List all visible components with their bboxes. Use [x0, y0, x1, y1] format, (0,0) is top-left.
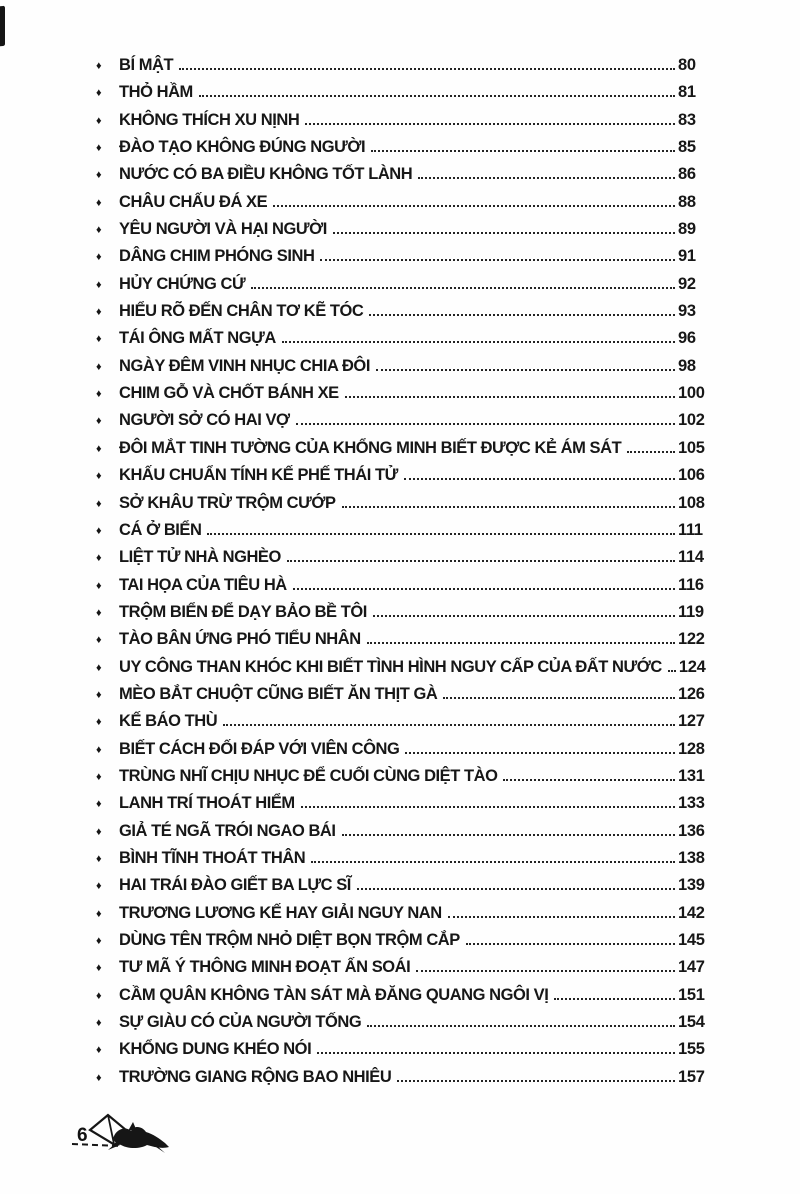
dot-leader — [448, 916, 675, 918]
toc-entry-title: SỰ GIÀU CÓ CỦA NGƯỜI TỐNG — [119, 1013, 362, 1032]
toc-entry-page: 124 — [678, 657, 706, 676]
toc-entry-page: 106 — [678, 466, 705, 485]
toc-entry-page: 136 — [678, 821, 705, 840]
diamond-bullet-icon: ♦ — [96, 579, 102, 592]
dot-leader — [376, 369, 675, 371]
toc-entry-title: CẦM QUÂN KHÔNG TÀN SÁT MÀ ĐĂNG QUANG NGÔI VỊ — [119, 985, 549, 1004]
toc-entry-title: BÌNH TĨNH THOÁT THÂN — [119, 848, 306, 867]
toc-entry — [96, 353, 716, 380]
diamond-bullet-icon: ♦ — [96, 716, 102, 729]
dot-leader — [342, 506, 675, 508]
toc-entry — [96, 790, 716, 817]
toc-entry-title: UY CÔNG THAN KHÓC KHI BIẾT TÌNH HÌNH NGUY CẤP CỦA ĐẤT NƯỚC — [119, 657, 662, 676]
toc-entry — [96, 599, 716, 626]
diamond-bullet-icon: ♦ — [96, 1017, 102, 1030]
toc-entry — [96, 79, 716, 106]
toc-entry-title: LIỆT TỬ NHÀ NGHÈO — [119, 548, 281, 567]
toc-entry — [96, 435, 716, 462]
toc-entry-page: 155 — [678, 1040, 705, 1059]
toc-entry — [96, 380, 716, 407]
toc-entry-page: 131 — [678, 766, 705, 785]
toc-entry-title: NGÀY ĐÊM VINH NHỤC CHIA ĐÔI — [119, 356, 370, 375]
dot-leader — [342, 834, 675, 836]
toc-entry-title: NƯỚC CÓ BA ĐIỀU KHÔNG TỐT LÀNH — [119, 165, 413, 184]
toc-entry — [96, 900, 716, 927]
toc-entry — [96, 954, 716, 981]
diamond-bullet-icon: ♦ — [96, 907, 102, 920]
diamond-bullet-icon: ♦ — [96, 169, 102, 182]
diamond-bullet-icon: ♦ — [96, 142, 102, 155]
toc-entry-page: 102 — [678, 411, 705, 430]
diamond-bullet-icon: ♦ — [96, 224, 102, 237]
toc-entry-page: 138 — [678, 848, 705, 867]
toc-entry-title: THỎ HẦM — [119, 83, 193, 102]
dot-leader — [418, 177, 675, 179]
diamond-bullet-icon: ♦ — [96, 743, 102, 756]
toc-entry-title: CÁ Ở BIỂN — [119, 520, 202, 539]
toc-entry — [96, 708, 716, 735]
dot-leader — [207, 533, 675, 535]
toc-entry-title: DÂNG CHIM PHÓNG SINH — [119, 247, 315, 266]
dot-leader — [397, 1080, 675, 1082]
toc-entry-page: 91 — [678, 247, 696, 266]
toc-entry-title: DÙNG TÊN TRỘM NHỎ DIỆT BỌN TRỘM CẮP — [119, 931, 460, 949]
toc-entry-title: KHỔNG DUNG KHÉO NÓI — [119, 1040, 312, 1059]
dot-leader — [357, 888, 675, 890]
diamond-bullet-icon: ♦ — [96, 497, 102, 510]
diamond-bullet-icon: ♦ — [96, 278, 102, 291]
toc-entry — [96, 982, 716, 1009]
toc-entry-page: 83 — [678, 110, 696, 129]
toc-entry — [96, 189, 716, 216]
diamond-bullet-icon: ♦ — [96, 87, 102, 100]
toc-entry-title: TRƯỜNG GIANG RỘNG BAO NHIÊU — [119, 1067, 392, 1086]
diamond-bullet-icon: ♦ — [96, 634, 102, 647]
dot-leader — [317, 1052, 675, 1054]
toc-entry-page: 116 — [678, 575, 704, 594]
diamond-bullet-icon: ♦ — [96, 360, 102, 373]
toc-entry-title: YÊU NGƯỜI VÀ HẠI NGƯỜI — [119, 220, 327, 239]
toc-entry-page: 133 — [678, 794, 705, 813]
toc-entry — [96, 1036, 716, 1063]
toc-entry-title: KẾ BÁO THÙ — [119, 712, 218, 731]
diamond-bullet-icon: ♦ — [96, 196, 102, 209]
dot-leader — [627, 451, 675, 453]
toc-entry — [96, 654, 716, 681]
toc-entry-title: LANH TRÍ THOÁT HIỂM — [119, 794, 295, 813]
dot-leader — [179, 68, 675, 70]
dot-leader — [554, 998, 675, 1000]
diamond-bullet-icon: ♦ — [96, 852, 102, 865]
toc-entry-page: 85 — [678, 138, 696, 157]
toc-entry — [96, 298, 716, 325]
dot-leader — [369, 314, 675, 316]
dot-leader — [305, 123, 675, 125]
diamond-bullet-icon: ♦ — [96, 1071, 102, 1084]
diamond-bullet-icon: ♦ — [96, 415, 102, 428]
toc-entry-page: 86 — [678, 165, 696, 184]
toc-entry-page: 81 — [678, 83, 696, 102]
dot-leader — [296, 423, 675, 425]
toc-entry-title: GIẢ TÉ NGÃ TRÓI NGAO BÁI — [119, 821, 336, 840]
diamond-bullet-icon: ♦ — [96, 470, 102, 483]
dot-leader — [466, 943, 675, 945]
toc-entry — [96, 134, 716, 161]
toc-entry — [96, 626, 716, 653]
toc-entry-page: 139 — [678, 876, 705, 895]
diamond-bullet-icon: ♦ — [96, 606, 102, 619]
toc-entry-title: NGƯỜI SỞ CÓ HAI VỢ — [119, 411, 290, 430]
folio-number: 6 — [77, 1125, 88, 1146]
toc-entry — [96, 161, 716, 188]
dot-leader — [404, 478, 675, 480]
toc-entry-title: TÁI ÔNG MẤT NGỰA — [119, 329, 276, 348]
toc-entry-page: 89 — [678, 220, 696, 239]
toc-entry-title: CHÂU CHẤU ĐÁ XE — [119, 192, 268, 211]
dot-leader — [373, 615, 675, 617]
dot-leader — [293, 588, 675, 590]
toc-entry-page: 93 — [678, 302, 696, 321]
diamond-bullet-icon: ♦ — [96, 388, 102, 401]
dot-leader — [301, 806, 675, 808]
diamond-bullet-icon: ♦ — [96, 306, 102, 319]
toc-entry-page: 119 — [678, 602, 704, 621]
dot-leader — [503, 779, 675, 781]
toc-entry — [96, 407, 716, 434]
dot-leader — [367, 1025, 675, 1027]
diamond-bullet-icon: ♦ — [96, 60, 102, 72]
toc-entry-page: 145 — [678, 931, 705, 949]
diamond-bullet-icon: ♦ — [96, 251, 102, 264]
diamond-bullet-icon: ♦ — [96, 989, 102, 1002]
diamond-bullet-icon: ♦ — [96, 333, 102, 346]
toc-entry-page: 100 — [678, 384, 705, 403]
diamond-bullet-icon: ♦ — [96, 825, 102, 838]
dot-leader — [251, 287, 675, 289]
toc-entry — [96, 107, 716, 134]
toc-entry-title: TRỘM BIỂN ĐỂ DẠY BẢO BỀ TÔI — [119, 602, 367, 621]
dot-leader — [405, 752, 675, 754]
dot-leader — [333, 232, 675, 234]
toc-entry-page: 105 — [678, 438, 705, 457]
toc-entry-page: 142 — [678, 903, 705, 922]
toc-entry-page: 98 — [678, 356, 696, 375]
toc-entry-title: HAI TRÁI ĐÀO GIẾT BA LỰC SĨ — [119, 876, 351, 895]
toc-entry-page: 126 — [678, 684, 705, 703]
toc-entry — [96, 325, 716, 352]
toc-entry-title: TÀO BÂN ỨNG PHÓ TIỂU NHÂN — [119, 630, 361, 649]
toc-entry — [96, 1009, 716, 1036]
toc-entry-page: 96 — [678, 329, 696, 348]
toc-entry-page: 151 — [678, 985, 705, 1004]
toc-entry — [96, 517, 716, 544]
toc-entry-title: KHÔNG THÍCH XU NỊNH — [119, 110, 300, 129]
dot-leader — [320, 259, 675, 261]
diamond-bullet-icon: ♦ — [96, 661, 102, 674]
diamond-bullet-icon: ♦ — [96, 552, 102, 565]
dot-leader — [371, 150, 675, 152]
toc-entry — [96, 736, 716, 763]
diamond-bullet-icon: ♦ — [96, 524, 102, 537]
toc-entry-title: BIẾT CÁCH ĐỐI ĐÁP VỚI VIÊN CÔNG — [119, 739, 400, 758]
toc-entry-title: ĐÔI MẮT TINH TƯỜNG CỦA KHỔNG MINH BIẾT ĐƯỢC KẺ ÁM SÁT — [119, 438, 622, 457]
dot-leader — [287, 560, 675, 562]
toc-entry — [96, 490, 716, 517]
toc-entry — [96, 763, 716, 790]
diamond-bullet-icon: ♦ — [96, 798, 102, 811]
toc-entry-title: HỦY CHỨNG CỨ — [119, 274, 246, 293]
toc-entry-page: 92 — [678, 274, 696, 293]
toc-entry — [96, 216, 716, 243]
diamond-bullet-icon: ♦ — [96, 935, 102, 947]
toc-entry-page: 80 — [678, 56, 696, 74]
toc-entry — [96, 572, 716, 599]
dot-leader — [367, 642, 675, 644]
toc-entry-title: TRÙNG NHĨ CHỊU NHỤC ĐỂ CUỐI CÙNG DIỆT TÀO — [119, 766, 498, 785]
toc-entry-title: BÍ MẬT — [119, 56, 174, 74]
toc-entry — [96, 845, 716, 872]
diamond-bullet-icon: ♦ — [96, 880, 102, 893]
toc-entry-page: 88 — [678, 192, 696, 211]
toc-entry-title: KHẤU CHUẨN TÍNH KẾ PHẾ THÁI TỬ — [119, 466, 398, 485]
diamond-bullet-icon: ♦ — [96, 1044, 102, 1057]
page-footer — [70, 1112, 180, 1164]
toc-entry-title: TAI HỌA CỦA TIÊU HÀ — [119, 575, 287, 594]
toc-entry-title: SỞ KHÂU TRỪ TRỘM CƯỚP — [119, 493, 336, 512]
toc-entry-page: 114 — [678, 548, 704, 567]
toc-entry — [96, 927, 716, 954]
toc-entry — [96, 462, 716, 489]
diamond-bullet-icon: ♦ — [96, 770, 102, 783]
toc-entry — [96, 544, 716, 571]
toc-entry-title: TƯ MÃ Ý THÔNG MINH ĐOẠT ẤN SOÁI — [119, 958, 411, 977]
toc-entry-title: MÈO BẮT CHUỘT CŨNG BIẾT ĂN THỊT GÀ — [119, 684, 438, 703]
diamond-bullet-icon: ♦ — [96, 688, 102, 701]
toc-entry — [96, 271, 716, 298]
toc-entry — [96, 818, 716, 845]
dot-leader — [223, 724, 675, 726]
toc-entry — [96, 1064, 716, 1091]
toc-entry-title: ĐÀO TẠO KHÔNG ĐÚNG NGƯỜI — [119, 138, 366, 157]
toc-entry-page: 127 — [678, 712, 705, 731]
toc-entry-page: 157 — [678, 1067, 705, 1086]
dot-leader — [282, 341, 675, 343]
toc-entry-title: HIỂU RÕ ĐẾN CHÂN TƠ KẼ TÓC — [119, 302, 364, 321]
dot-leader — [345, 396, 675, 398]
toc-entry — [96, 243, 716, 270]
toc-entry — [96, 681, 716, 708]
toc-entry-page: 154 — [678, 1013, 705, 1032]
toc-entry — [96, 52, 716, 79]
toc-entry-page: 128 — [678, 739, 705, 758]
dot-leader — [443, 697, 675, 699]
toc-entry-page: 122 — [678, 630, 705, 649]
scan-edge-artifact — [0, 6, 5, 47]
toc-entry-title: TRƯƠNG LƯƠNG KẾ HAY GIẢI NGUY NAN — [119, 903, 442, 922]
dot-leader — [311, 861, 675, 863]
diamond-bullet-icon: ♦ — [96, 962, 102, 975]
dot-leader — [668, 670, 676, 672]
diamond-bullet-icon: ♦ — [96, 442, 102, 455]
diamond-bullet-icon: ♦ — [96, 114, 102, 127]
toc-entry-page: 108 — [678, 493, 705, 512]
dot-leader — [416, 970, 675, 972]
toc-entry-page: 147 — [678, 958, 705, 977]
toc-entry — [96, 872, 716, 899]
dot-leader — [273, 205, 675, 207]
toc-entry-page: 111 — [678, 520, 703, 539]
toc-entry-title: CHIM GỖ VÀ CHỐT BÁNH XE — [119, 384, 339, 403]
dot-leader — [199, 95, 675, 97]
